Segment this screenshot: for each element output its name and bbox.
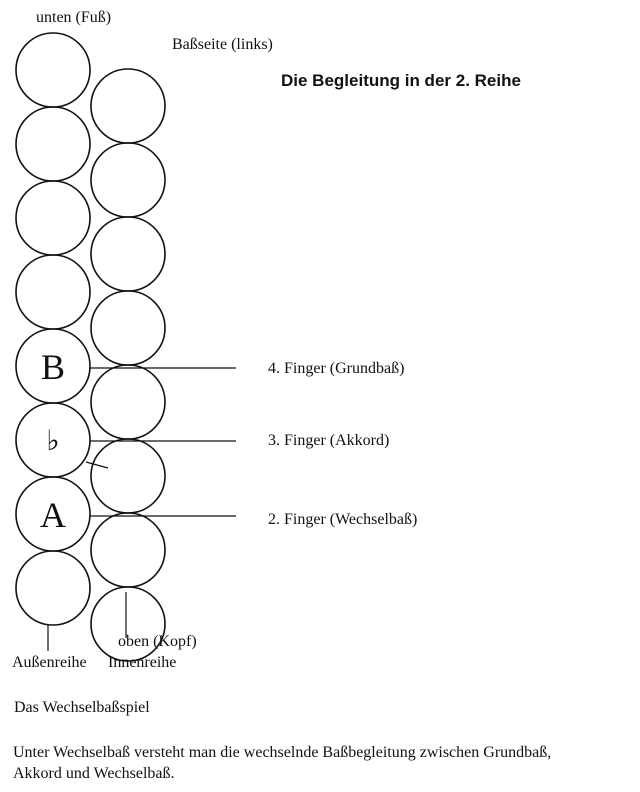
label-bass-side: Baßseite (links)	[172, 36, 273, 53]
finger-3-label: 3. Finger (Akkord)	[268, 432, 390, 449]
inner-button-6	[91, 439, 165, 513]
inner-button-1	[91, 69, 165, 143]
label-foot: unten (Fuß)	[36, 9, 112, 26]
inner-button-7	[91, 513, 165, 587]
outer-button-3	[16, 181, 90, 255]
inner-button-5	[91, 365, 165, 439]
inner-button-3	[91, 217, 165, 291]
outer-row	[16, 33, 90, 625]
outer-button-4	[16, 255, 90, 329]
label-inner-row: Innenreihe	[108, 654, 177, 671]
label-head: oben (Kopf)	[118, 633, 197, 650]
outer-button-7-label: A	[40, 495, 66, 535]
body-text-line-1: Unter Wechselbaß versteht man die wechselnde Baßbegleitung zwischen Grundbaß,	[13, 744, 552, 761]
inner-button-4	[91, 291, 165, 365]
outer-button-6-label: ♭	[46, 426, 60, 457]
inner-button-2	[91, 143, 165, 217]
caption: Das Wechselbaßspiel	[14, 699, 150, 716]
label-outer-row: Außenreihe	[12, 654, 87, 671]
body-text-line-2: Akkord und Wechselbaß.	[13, 765, 175, 782]
page-title: Die Begleitung in der 2. Reihe	[281, 71, 521, 90]
finger-4-label: 4. Finger (Grundbaß)	[268, 360, 405, 377]
outer-button-2	[16, 107, 90, 181]
outer-button-1	[16, 33, 90, 107]
finger-2-label: 2. Finger (Wechselbaß)	[268, 511, 418, 528]
outer-button-5-label: B	[40, 347, 66, 387]
annotation-mark	[86, 462, 108, 468]
outer-button-8	[16, 551, 90, 625]
inner-row	[91, 69, 165, 661]
